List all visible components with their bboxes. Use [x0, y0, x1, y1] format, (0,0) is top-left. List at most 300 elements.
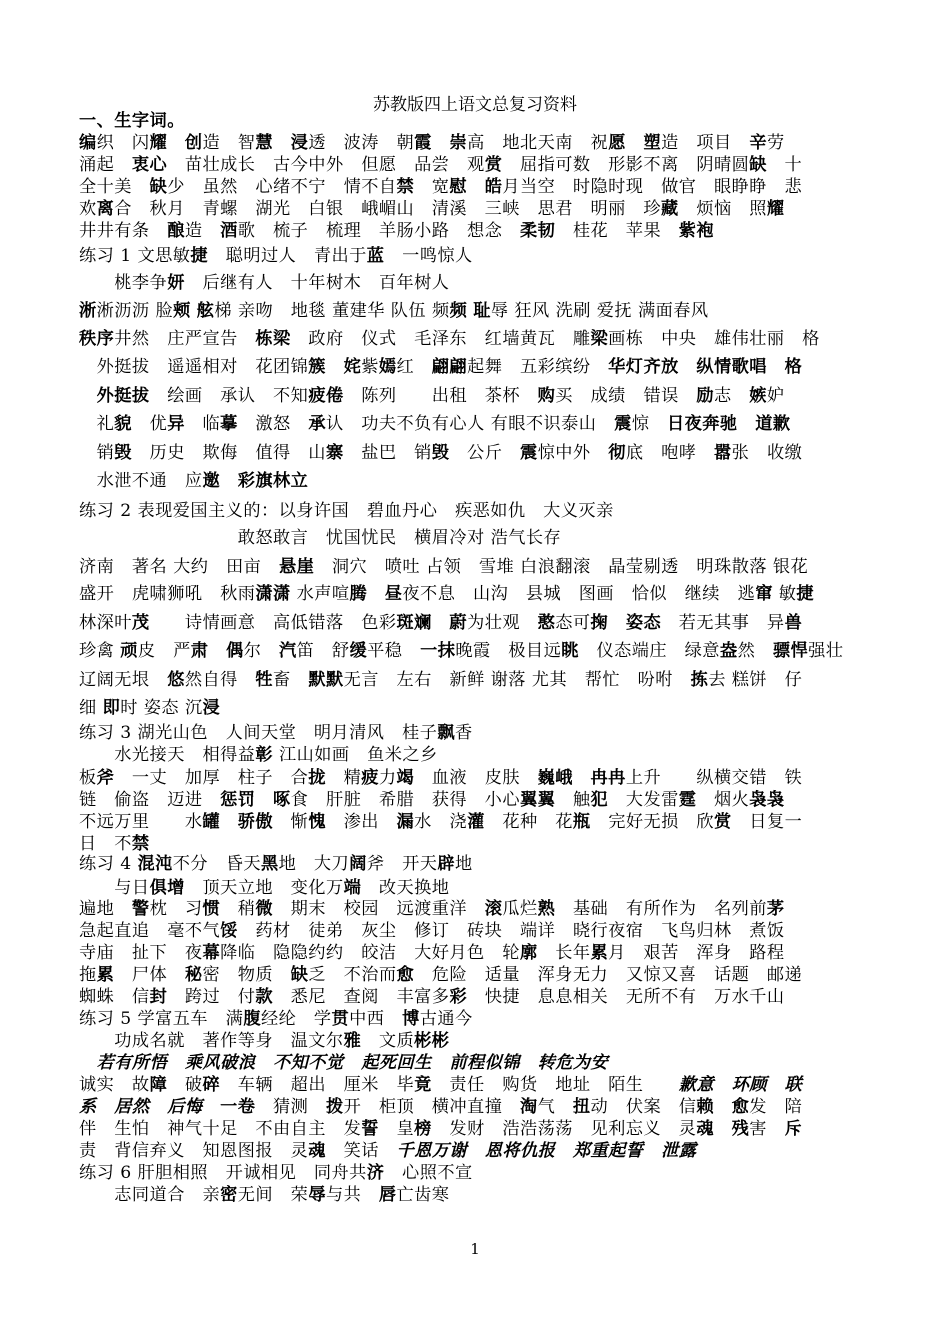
text-span [738, 414, 756, 434]
emphasized-word: 缓 [349, 641, 368, 661]
text-span: 渗出 [325, 812, 397, 832]
text-line [79, 898, 879, 920]
text-span: 诗情画意 高低错落 色彩 [149, 613, 397, 633]
text-span: 练习 2 表现爱国主义的：以身许国 碧血丹心 疾恶如仇 大义灭亲 [79, 501, 614, 521]
text-line [79, 385, 879, 407]
text-span: 笑话 [325, 1141, 397, 1161]
emphasized-word: 摹 [220, 414, 238, 434]
text-span: 寺庙 扯下 夜 [79, 943, 203, 963]
text-span: 血液 皮肤 [414, 768, 538, 788]
text-line [79, 640, 879, 662]
text-span: 古通今 [419, 1009, 473, 1029]
emphasized-word: 警 [131, 899, 150, 919]
text-span [79, 386, 97, 406]
text-span: 桂花 苹果 [555, 221, 679, 241]
emphasized-word: 簇 [308, 357, 326, 377]
emphasized-word: 茅 [766, 899, 785, 919]
text-span: 长年 [537, 943, 591, 963]
emphasized-word: 购 [537, 386, 556, 406]
emphasized-word: 愈 [731, 1097, 750, 1117]
text-line [79, 1184, 879, 1206]
text-span: 敏 [772, 584, 797, 604]
text-span [220, 812, 238, 832]
text-span: 破 [167, 1075, 203, 1095]
text-line [79, 413, 879, 435]
emphasized-word: 茂 [131, 613, 150, 633]
text-span: 外挺拔 遥遥相对 花团锦 [79, 357, 309, 377]
text-span: 底 咆哮 [625, 443, 715, 463]
text-span [208, 641, 226, 661]
document-title: 苏教版四上语文总复习资料 [373, 95, 577, 115]
emphasized-word: 兽 [784, 613, 803, 633]
text-span: 尔 [243, 641, 279, 661]
text-span: 辱 狂风 洗刷 爱抚 满面春风 [490, 301, 709, 321]
text-span: 井井有条 [79, 221, 168, 241]
emphasized-word: 混沌 [137, 854, 173, 874]
emphasized-word: 颊 [173, 301, 191, 321]
text-span: 皮 严 [137, 641, 191, 661]
text-line [79, 1008, 879, 1030]
text-span [326, 357, 344, 377]
text-span: 笛 舒 [296, 641, 350, 661]
emphasized-word: 道歉 [755, 414, 791, 434]
text-line [79, 1030, 879, 1052]
text-span: 车辆 超出 厘米 毕 [220, 1075, 415, 1095]
text-span: 造 [184, 221, 221, 241]
text-line [79, 198, 879, 220]
emphasized-word: 眺 [561, 641, 579, 661]
emphasized-word: 禁 [396, 177, 415, 197]
emphasized-word: 潇潇 [255, 584, 291, 604]
emphasized-word: 耀 [766, 199, 785, 219]
emphasized-word: 袅袅 [749, 790, 785, 810]
emphasized-word: 悬崖 [278, 557, 315, 577]
emphasized-word: 障 [149, 1075, 168, 1095]
emphasized-word: 黑 [260, 854, 279, 874]
text-span: 皇 [378, 1119, 415, 1139]
text-span: 悉尼 查阅 丰富多 [273, 987, 450, 1007]
emphasized-word: 犯 [590, 790, 609, 810]
emphasized-word: 酒 [220, 221, 238, 241]
emphasized-word: 藏 [661, 199, 679, 219]
emphasized-word: 慰 [449, 177, 468, 197]
text-span: 惭 [273, 812, 309, 832]
emphasized-word: 崇 [449, 133, 468, 153]
text-span: 妒 [766, 386, 785, 406]
text-span: 害 [749, 1119, 785, 1139]
text-span: 仪态端庄 绿意 [578, 641, 720, 661]
text-span: 造 智 [202, 133, 256, 153]
text-span [714, 1119, 732, 1139]
text-span: 斧 开天 [366, 854, 438, 874]
emphasized-word: 疲倦 [308, 386, 344, 406]
text-span: 链 偷盗 迈进 [79, 790, 221, 810]
emphasized-word: 貌 [114, 414, 132, 434]
text-span: 花种 花 [484, 812, 573, 832]
emphasized-word: 浸 [290, 133, 309, 153]
text-span: 盛开 虎啸狮吼 秋雨 [79, 584, 256, 604]
text-span: 为壮观 [467, 613, 538, 633]
emphasized-word: 震 [614, 414, 632, 434]
emphasized-word: 碎 [202, 1075, 221, 1095]
emphasized-word: 滚 [484, 899, 503, 919]
emphasized-word: 缺 [149, 177, 168, 197]
emphasized-word: 廓 [519, 943, 538, 963]
text-span: 画栋 中央 雄伟壮丽 格 [608, 329, 820, 349]
text-line [79, 833, 879, 855]
text-span: 红 [396, 357, 432, 377]
emphasized-word: 漏 [396, 812, 415, 832]
emphasized-word: 耻 [473, 301, 491, 321]
text-span [432, 133, 450, 153]
text-span: 后继有人 十年树木 百年树人 [184, 273, 450, 293]
text-span: 歌 梳子 梳理 羊肠小路 想念 [237, 221, 520, 241]
text-line [79, 356, 879, 378]
emphasized-word: 妍 [167, 273, 185, 293]
emphasized-word: 魂 [308, 1141, 326, 1161]
emphasized-word: 翼翼 [519, 790, 556, 810]
emphasized-word: 慧 [255, 133, 274, 153]
text-span: 造 项目 [661, 133, 750, 153]
emphasized-word: 幕 [202, 943, 221, 963]
emphasized-word: 腾 [349, 584, 368, 604]
text-span: 日复一 [731, 812, 803, 832]
emphasized-word: 憨 [537, 613, 556, 633]
text-span: 责任 购货 地址 陌生 [431, 1075, 679, 1095]
emphasized-word: 掬 [590, 613, 609, 633]
text-span: 夜不息 山沟 县城 图画 恰似 继续 逃 [402, 584, 756, 604]
text-span: 猜测 [255, 1097, 326, 1117]
emphasized-word: 微 [255, 899, 274, 919]
emphasized-word: 一、生字词。 [79, 111, 185, 131]
text-line [79, 877, 879, 899]
text-line [79, 527, 879, 549]
text-span: 不远万里 水 [79, 812, 203, 832]
text-span: 若无其事 异 [661, 613, 785, 633]
emphasized-word: 辛 [749, 133, 767, 153]
text-span: 畜 [273, 670, 309, 690]
text-line [79, 669, 879, 691]
text-span: 基础 有所作为 名列前 [555, 899, 767, 919]
text-line [79, 744, 879, 766]
text-span [202, 1097, 220, 1117]
text-span: 密 物质 [202, 965, 291, 985]
emphasized-word: 日夜奔驰 [667, 414, 738, 434]
text-line [79, 500, 879, 522]
emphasized-word: 承 [308, 414, 326, 434]
text-span: 文质 [361, 1031, 415, 1051]
text-span: 伴 生怕 神气十足 不由自主 发 [79, 1119, 362, 1139]
text-span: 改天换地 [361, 878, 450, 898]
emphasized-word: 淘 [519, 1097, 538, 1117]
text-span: 练习 3 湖光山色 人间天堂 明月清风 桂子 [79, 723, 438, 743]
text-span: 药材 徒弟 灰尘 修订 砖块 端详 晓行夜宿 飞鸟归林 煮饭 [237, 921, 785, 941]
text-span: 陈列 出租 茶杯 [343, 386, 538, 406]
emphasized-word: 博 [402, 1009, 420, 1029]
text-span: 经纶 学 [260, 1009, 332, 1029]
emphasized-word: 嚣 [714, 443, 732, 463]
text-span: 期末 校园 远渡重洋 [273, 899, 485, 919]
text-span: 聪明过人 青出于 [208, 246, 367, 266]
text-line [79, 328, 879, 350]
text-span: 公斤 [449, 443, 520, 463]
emphasized-word: 阔 [349, 854, 367, 874]
text-span: 急起直追 毫不气 [79, 921, 221, 941]
emphasized-word: 创 [184, 133, 203, 153]
text-span: 态可 [555, 613, 591, 633]
emphasized-word: 嫣 [378, 357, 397, 377]
text-span: 蜘蛛 信 [79, 987, 150, 1007]
emphasized-word: 默默 [308, 670, 344, 690]
text-span: 张 收缴 [731, 443, 803, 463]
emphasized-word: 彰 [255, 745, 274, 765]
emphasized-word: 外挺拔 [96, 386, 150, 406]
emphasized-word: 格 [784, 357, 803, 377]
text-span: 精 [325, 768, 362, 788]
emphasized-word: 姿态 [625, 613, 662, 633]
emphasized-word: 辱 [308, 1185, 326, 1205]
emphasized-word: 骠悍 [772, 641, 809, 661]
text-span: 买 成绩 错误 [555, 386, 697, 406]
emphasized-word: 拨 [325, 1097, 344, 1117]
text-span: 盐巴 销 [343, 443, 432, 463]
emphasized-word: 彩旗林立 [237, 471, 309, 491]
text-span: 苗壮成长 古今中外 但愿 品尝 观 [167, 155, 485, 175]
text-span: 诚实 故 [79, 1075, 150, 1095]
emphasized-word: 耀 [149, 133, 168, 153]
text-span: 济南 著名 大约 田亩 [79, 557, 279, 577]
emphasized-word: 誓 [361, 1119, 379, 1139]
text-span [679, 357, 697, 377]
emphasized-word: 赏 [714, 812, 732, 832]
text-span [432, 613, 450, 633]
section-heading [79, 110, 879, 132]
text-span [167, 133, 185, 153]
emphasized-word: 一卷 [220, 1097, 256, 1117]
text-span: 地 [455, 854, 473, 874]
emphasized-word: 端 [343, 878, 362, 898]
emphasized-word: 昼 [384, 584, 403, 604]
text-span: 日 不 [79, 834, 132, 854]
emphasized-word: 秘 [184, 965, 203, 985]
text-span: 水声喧 [290, 584, 350, 604]
emphasized-word: 瓶 [572, 812, 591, 832]
emphasized-word: 残 [731, 1119, 750, 1139]
text-span [467, 177, 485, 197]
emphasized-word: 飘 [437, 723, 455, 743]
text-span: 食 肝脏 希腊 获得 小心 [290, 790, 520, 810]
emphasized-word: 斥 [784, 1119, 803, 1139]
emphasized-word: 频 [449, 301, 468, 321]
emphasized-word: 济 [366, 1163, 385, 1183]
emphasized-word: 若有所悟 乘风破浪 不知不觉 起死回生 前程似锦 转危为安 [79, 1053, 609, 1073]
text-span: 洞穴 喷吐 占领 雪堆 白浪翻滚 晶莹剔透 明珠散落 银花 [314, 557, 809, 577]
text-span: 责 背信弃义 知恩图报 灵 [79, 1141, 309, 1161]
emphasized-word: 紫袍 [678, 221, 714, 241]
text-line [79, 154, 879, 176]
emphasized-word: 罐 [202, 812, 221, 832]
text-span: 枕 习 [149, 899, 203, 919]
emphasized-word: 馁 [220, 921, 238, 941]
text-span: 淅沥沥 脸 [96, 301, 174, 321]
text-line [79, 942, 879, 964]
text-span: 发 陪 [749, 1097, 803, 1117]
emphasized-word: 淅 [79, 301, 97, 321]
text-line [79, 964, 879, 986]
text-span: 尸体 [114, 965, 185, 985]
emphasized-word: 拢 [308, 768, 326, 788]
emphasized-word: 累 [590, 943, 609, 963]
emphasized-word: 冉冉 [590, 768, 626, 788]
emphasized-word: 窜 [755, 584, 773, 604]
text-span: 透 波涛 朝 [308, 133, 415, 153]
text-span: 香 [454, 723, 473, 743]
emphasized-word: 腹 [243, 1009, 261, 1029]
emphasized-word: 拣 [690, 670, 709, 690]
emphasized-word: 偶 [226, 641, 244, 661]
text-line [79, 920, 879, 942]
text-span: 水泄不通 应 [79, 471, 203, 491]
text-span: 紫 [361, 357, 379, 377]
text-span [220, 471, 238, 491]
text-span: 上升 纵横交错 铁 [625, 768, 803, 788]
emphasized-word: 榜 [414, 1119, 432, 1139]
text-span: 涌起 [79, 155, 132, 175]
text-span: 劳 [766, 133, 785, 153]
text-span: 销 [79, 443, 115, 463]
text-span: 水 浇 [414, 812, 468, 832]
text-span: 不分 昏天 [172, 854, 261, 874]
emphasized-word: 编 [79, 133, 97, 153]
text-line [79, 556, 879, 578]
text-span: 敢怒敢言 忧国忧民 横眉冷对 浩气长存 [79, 528, 562, 548]
page-number: 1 [470, 1240, 480, 1258]
text-span [714, 1097, 732, 1117]
emphasized-word: 魂 [696, 1119, 714, 1139]
emphasized-word: 牲 [255, 670, 274, 690]
emphasized-word: 悠 [167, 670, 185, 690]
text-span: 激怒 [237, 414, 309, 434]
emphasized-word: 唇 [378, 1185, 397, 1205]
emphasized-word: 即 [102, 698, 121, 718]
emphasized-word: 汽 [278, 641, 297, 661]
text-span: 月 艰苦 浑身 路程 [608, 943, 785, 963]
emphasized-word: 赏 [484, 155, 503, 175]
emphasized-word: 雅 [343, 1031, 362, 1051]
text-span: 去 糕饼 仔 [708, 670, 803, 690]
text-span: 开 柜顶 横冲直撞 [343, 1097, 520, 1117]
text-span: 降临 隐隐约约 皎洁 大好月色 轮 [220, 943, 520, 963]
emphasized-word: 灌 [467, 812, 485, 832]
text-span: 时 姿态 沉 [120, 698, 203, 718]
emphasized-word: 顽 [120, 641, 138, 661]
text-span [573, 768, 591, 788]
text-span: 动 伏案 信 [590, 1097, 697, 1117]
text-line [79, 811, 879, 833]
emphasized-word: 愈 [396, 965, 415, 985]
emphasized-word: 愿 [608, 133, 626, 153]
text-span: 板 [79, 768, 97, 788]
emphasized-word: 一抹 [420, 641, 456, 661]
text-span: 气 [537, 1097, 573, 1117]
text-span: 十 [766, 155, 803, 175]
emphasized-word: 款 [255, 987, 274, 1007]
text-span: 晚霞 极目远 [455, 641, 562, 661]
text-span [273, 133, 291, 153]
text-span: 危险 适量 浑身无力 又惊又喜 话题 邮递 [414, 965, 803, 985]
text-span: 稍 [220, 899, 256, 919]
emphasized-word: 千恩万谢 恩将仇报 郑重起誓 泄露 [396, 1141, 697, 1161]
text-span: 政府 仪式 毛泽东 红墙黄瓦 雕 [290, 329, 591, 349]
text-span: 中西 [349, 1009, 403, 1029]
emphasized-word: 惩罚 [220, 790, 256, 810]
text-span [626, 133, 644, 153]
emphasized-word: 竟 [414, 1075, 432, 1095]
text-span [767, 357, 785, 377]
emphasized-word: 歉意 环顾 联 [678, 1075, 803, 1095]
emphasized-word: 毁 [431, 443, 450, 463]
text-span: 无言 左右 新鲜 谢落 尤其 帮忙 吩咐 [343, 670, 691, 690]
text-span: 高 地北天南 祝 [467, 133, 609, 153]
emphasized-word: 寨 [325, 443, 344, 463]
emphasized-word: 栋梁 [255, 329, 291, 349]
emphasized-word: 肃 [190, 641, 209, 661]
text-line [79, 220, 879, 242]
text-line [79, 470, 879, 492]
text-span: 跨过 付 [167, 987, 256, 1007]
emphasized-word: 励 [696, 386, 714, 406]
emphasized-word: 霞 [414, 133, 432, 153]
emphasized-word: 异 [167, 414, 185, 434]
text-span [367, 584, 385, 604]
emphasized-word: 缺 [290, 965, 309, 985]
emphasized-word: 禁 [131, 834, 150, 854]
emphasized-word: 纵情歌唱 [696, 357, 767, 377]
text-span: 认 功夫不负有心人 有眼不识泰山 [325, 414, 615, 434]
text-span: 惊 [631, 414, 668, 434]
text-line [79, 272, 879, 294]
text-span: 起舞 五彩缤纷 [467, 357, 609, 377]
emphasized-word: 俱增 [149, 878, 185, 898]
text-span: 练习 6 肝胆相照 开诚相见 同舟共 [79, 1163, 367, 1183]
text-span: 遍地 [79, 899, 132, 919]
text-span: 江山如画 鱼米之乡 [273, 745, 438, 765]
emphasized-word: 惯 [202, 899, 221, 919]
emphasized-word: 赖 [696, 1097, 715, 1117]
text-span: 拖 [79, 965, 97, 985]
text-line [79, 1096, 879, 1118]
text-span: 发财 浩浩荡荡 见利忘义 灵 [431, 1119, 697, 1139]
text-line [79, 132, 879, 154]
emphasized-word: 霆 [678, 790, 697, 810]
text-span: 然自得 [184, 670, 256, 690]
emphasized-word: 华灯齐放 [608, 357, 679, 377]
emphasized-word: 塑 [643, 133, 662, 153]
emphasized-word: 巍峨 [537, 768, 573, 788]
emphasized-word: 衷心 [131, 155, 168, 175]
text-span: 一丈 加厚 柱子 合 [114, 768, 309, 788]
text-span: 屈指可数 形影不离 阴晴圆 [502, 155, 750, 175]
text-span: 欢 [79, 199, 97, 219]
emphasized-word: 彻 [608, 443, 626, 463]
text-span: 月当空 时隐时现 做官 眼睁睁 悲 [502, 177, 803, 197]
text-span: 历史 欺侮 值得 山 [131, 443, 326, 463]
emphasized-word: 梁 [590, 329, 609, 349]
emphasized-word: 贯 [331, 1009, 350, 1029]
text-span: 快捷 息息相关 无所不有 万水千山 [467, 987, 785, 1007]
emphasized-word: 啄 [273, 790, 291, 810]
emphasized-word: 邀 [202, 471, 221, 491]
